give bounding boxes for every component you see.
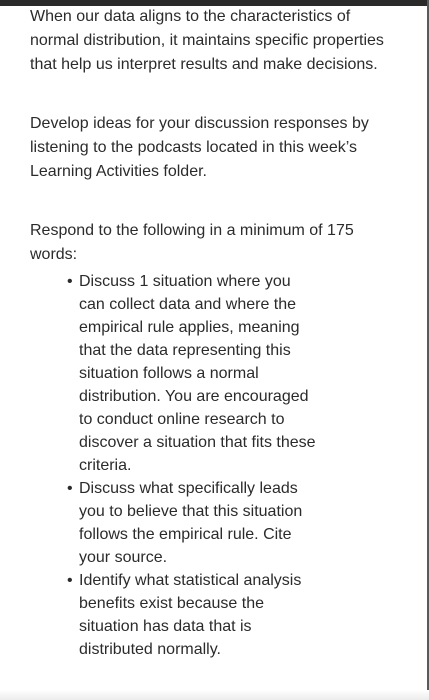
list-item: [67, 477, 316, 569]
bottom-edge-shadow: [0, 690, 429, 700]
intro-paragraph: When our data aligns to the characteristics of normal distribution, it maintains specific properties that help us interpret results and make decisions.: [30, 8, 384, 73]
list-item-text: Discuss 1 situation where you can collect data and where the empirical rule applies, meaning that the data representing this situation follows a normal distribution. You are encouraged to conduct online research to discover a situation that fits these criteria.: [79, 273, 316, 474]
list-item-text: Discuss what specifically leads you to believe that this situation follows the empirical rule. Cite your source.: [79, 480, 303, 566]
respond-paragraph: Respond to the following in a minimum of 175 words:: [30, 222, 354, 263]
list-item-text: Identify what statistical analysis benefits exist because the situation has data that is distributed normally.: [79, 572, 302, 658]
assignment-content: [30, 5, 400, 661]
develop-paragraph: Develop ideas for your discussion responses by listening to the podcasts located in this week’s Learning Activities folder.: [30, 115, 369, 180]
list-item: [67, 270, 316, 477]
bullet-icon: •: [67, 273, 73, 290]
bullet-icon: •: [67, 480, 73, 497]
list-item: [67, 569, 316, 661]
discussion-prompt-list: [67, 270, 316, 661]
bullet-icon: •: [67, 572, 73, 589]
